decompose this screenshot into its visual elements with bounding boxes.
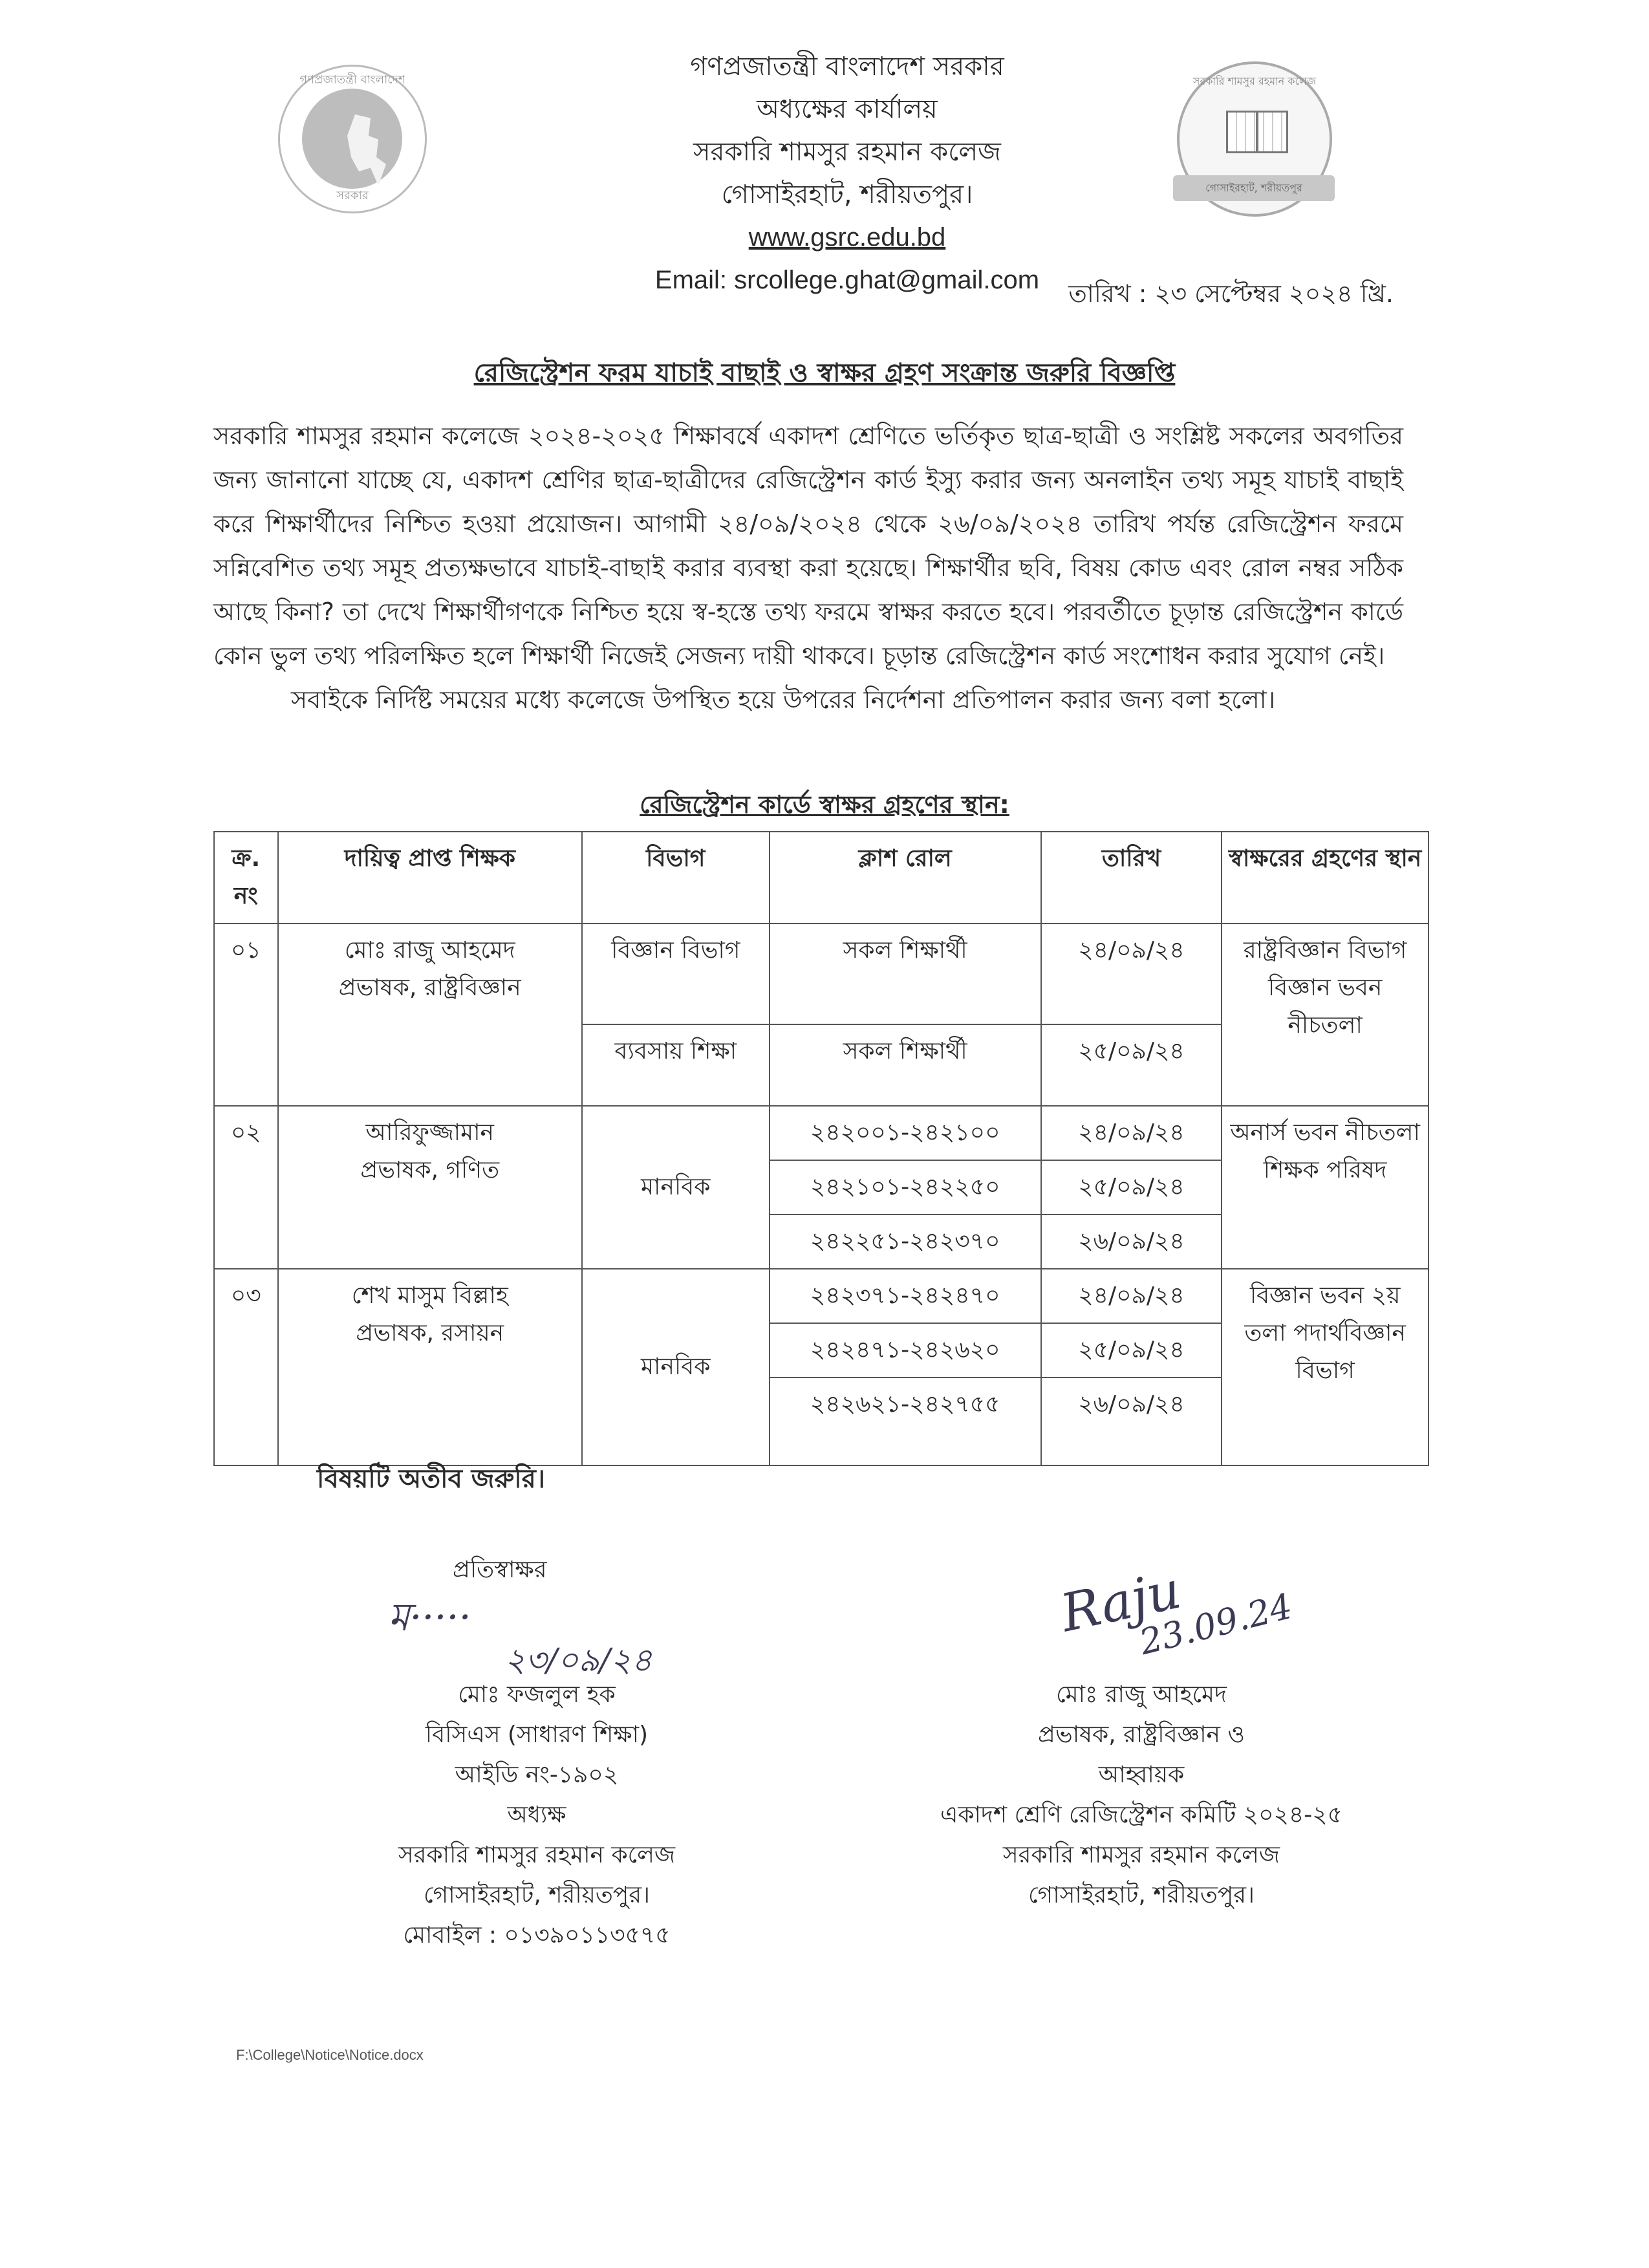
serial-cell: ০৩ bbox=[214, 1269, 278, 1465]
teacher-title: প্রভাষক, রাষ্ট্রবিজ্ঞান bbox=[338, 975, 521, 1001]
roll-cell: ২৪২১০১-২৪২২৫০ bbox=[770, 1160, 1041, 1215]
signatory-name: মোঃ রাজু আহমেদ bbox=[1056, 1681, 1227, 1708]
date-cell: ২৫/০৯/২৪ bbox=[1041, 1024, 1222, 1106]
department-cell: ব্যবসায় শিক্ষা bbox=[582, 1024, 770, 1106]
bangladesh-map-icon bbox=[347, 114, 386, 186]
principal-signature-date: ২৩/০৯/২৪ bbox=[504, 1641, 652, 1679]
website-link[interactable]: www.gsrc.edu.bd bbox=[748, 223, 946, 252]
signatory-committee: একাদশ শ্রেণি রেজিস্ট্রেশন কমিটি ২০২৪-২৫ bbox=[940, 1802, 1343, 1828]
office-name: অধ্যক্ষের কার্যালয় bbox=[757, 94, 938, 124]
teacher-cell bbox=[278, 923, 583, 1106]
seal-ring-text: গণপ্রজাতন্ত্রী বাংলাদেশ bbox=[299, 73, 405, 87]
date-cell: ২৬/০৯/২৪ bbox=[1041, 1215, 1222, 1269]
roll-cell: ২৪২৩৭১-২৪২৪৭০ bbox=[770, 1269, 1041, 1323]
signatory-designation: প্রভাষক, রাষ্ট্রবিজ্ঞান ও bbox=[1038, 1722, 1245, 1748]
seal-bottom-text: সরকার bbox=[336, 189, 369, 202]
teacher-cell bbox=[278, 1106, 583, 1269]
college-seal-ring-text: সরকারি শামসুর রহমান কলেজ bbox=[1192, 75, 1317, 87]
open-book-icon bbox=[1226, 111, 1288, 153]
email-address: Email: srcollege.ghat@gmail.com bbox=[654, 266, 1040, 294]
header-teacher: দায়িত্ব প্রাপ্ত শিক্ষক bbox=[278, 832, 583, 923]
government-name: গণপ্রজাতন্ত্রী বাংলাদেশ সরকার bbox=[690, 52, 1004, 81]
signatory-college: সরকারি শামসুর রহমান কলেজ bbox=[398, 1842, 676, 1868]
teacher-cell bbox=[278, 1269, 583, 1465]
roll-cell: ২৪২০০১-২৪২১০০ bbox=[770, 1106, 1041, 1160]
notice-body bbox=[213, 414, 1403, 722]
place-cell: অনার্স ভবন নীচতলা শিক্ষক পরিষদ bbox=[1222, 1106, 1428, 1269]
teacher-title: প্রভাষক, রসায়ন bbox=[356, 1320, 504, 1346]
department-cell: মানবিক bbox=[582, 1106, 770, 1269]
schedule-table bbox=[213, 831, 1429, 1466]
serial-cell: ০১ bbox=[214, 923, 278, 1106]
signatory-designation: অধ্যক্ষ bbox=[507, 1802, 566, 1828]
government-seal-icon bbox=[278, 65, 427, 213]
letterhead bbox=[466, 45, 1229, 301]
roll-cell: সকল শিক্ষার্থী bbox=[770, 1024, 1041, 1106]
header-place: স্বাক্ষরের গ্রহণের স্থান bbox=[1222, 832, 1428, 923]
teacher-title: প্রভাষক, গণিত bbox=[360, 1157, 500, 1183]
notice-date: তারিখ : ২৩ সেপ্টেম্বর ২০২৪ খ্রি. bbox=[1068, 279, 1394, 308]
date-cell: ২৪/০৯/২৪ bbox=[1041, 923, 1222, 1024]
teacher-name: আরিফুজ্জামান bbox=[365, 1119, 495, 1146]
roll-cell: ২৪২৬২১-২৪২৭৫৫ bbox=[770, 1377, 1041, 1465]
header-class-roll: ক্লাশ রোল bbox=[770, 832, 1041, 923]
table-header-row bbox=[214, 832, 1428, 923]
table-title bbox=[0, 786, 1649, 827]
header-department: বিভাগ bbox=[582, 832, 770, 923]
table-row bbox=[214, 1106, 1428, 1160]
department-cell: মানবিক bbox=[582, 1269, 770, 1465]
place-cell: বিজ্ঞান ভবন ২য় তলা পদার্থবিজ্ঞান বিভাগ bbox=[1222, 1269, 1428, 1465]
college-name: সরকারি শামসুর রহমান কলেজ bbox=[693, 137, 1001, 167]
date-cell: ২৬/০৯/২৪ bbox=[1041, 1377, 1222, 1465]
table-title-text: রেজিস্ট্রেশন কার্ডে স্বাক্ষর গ্রহণের স্থান: bbox=[640, 790, 1009, 819]
signatory-id: আইডি নং-১৯০২ bbox=[455, 1762, 619, 1788]
date-cell: ২৪/০৯/২৪ bbox=[1041, 1269, 1222, 1323]
place-cell: রাষ্ট্রবিজ্ঞান বিভাগ বিজ্ঞান ভবন নীচতলা bbox=[1222, 923, 1428, 1106]
signatory-role: আহ্বায়ক bbox=[1098, 1762, 1185, 1788]
signatory-college: সরকারি শামসুর রহমান কলেজ bbox=[1002, 1842, 1280, 1868]
signatory-cadre: বিসিএস (সাধারণ শিক্ষা) bbox=[425, 1722, 649, 1748]
header-date: তারিখ bbox=[1041, 832, 1222, 923]
date-cell: ২৫/০৯/২৪ bbox=[1041, 1160, 1222, 1215]
convener-signature: Raju bbox=[1055, 1559, 1186, 1644]
table-row bbox=[214, 923, 1428, 1024]
body-paragraph-1: সরকারি শামসুর রহমান কলেজে ২০২৪-২০২৫ শিক্ষাবর্ষে একাদশ শ্রেণিতে ভর্তিকৃত ছাত্র-ছাত্রী ও সংশ্লিষ্ট সকলের অবগতির জন্য জানানো যাচ্ছে যে, একাদশ শ্রেণির ছাত্র-ছাত্রীদের রেজিস্ট্রেশন কার্ড ইস্যু করার জন্য অনলাইন তথ্য সমূহ যাচাই বাছাই করে শিক্ষার্থীদের নিশ্চিত হওয়া প্রয়োজন। আগামী ২৪/০৯/২০২৪ থেকে ২৬/০৯/২০২৪ তারিখ পর্যন্ত রেজিস্ট্রেশন ফরমে সন্নিবেশিত তথ্য সমূহ প্রত্যক্ষভাবে যাচাই-বাছাই করার ব্যবস্থা করা হয়েছে। শিক্ষার্থীর ছবি, বিষয় কোড এবং রোল নম্বর সঠিক আছে কিনা? তা দেখে শিক্ষার্থীগণকে নিশ্চিত হয়ে স্ব-হস্তে তথ্য ফরমে স্বাক্ষর করতে হবে। পরবর্তীতে চূড়ান্ত রেজিস্ট্রেশন কার্ডে কোন ভুল তথ্য পরিলক্ষিত হলে শিক্ষার্থী নিজেই সেজন্য দায়ী থাকবে। চূড়ান্ত রেজিস্ট্রেশন কার্ড সংশোধন করার সুযোগ নেই। bbox=[213, 422, 1403, 670]
body-paragraph-2: সবাইকে নির্দিষ্ট সময়ের মধ্যে কলেজে উপস্থিত হয়ে উপরের নির্দেশনা প্রতিপালন করার জন্য বলা হলো। bbox=[291, 686, 1276, 714]
principal-signature-block bbox=[310, 1675, 763, 1956]
department-cell: বিজ্ঞান বিভাগ bbox=[582, 923, 770, 1024]
signatory-mobile: মোবাইল : ০১৩৯০১১৩৫৭৫ bbox=[403, 1922, 671, 1949]
convener-signature-block bbox=[841, 1675, 1442, 1916]
notice-title-text: রেজিস্ট্রেশন ফরম যাচাই বাছাই ও স্বাক্ষর গ্রহণ সংক্রান্ত জরুরি বিজ্ঞপ্তি bbox=[473, 358, 1176, 388]
table-row bbox=[214, 1269, 1428, 1323]
date-cell: ২৫/০৯/২৪ bbox=[1041, 1323, 1222, 1377]
college-seal-ribbon: গোসাইরহাট, শরীয়তপুর bbox=[1173, 175, 1335, 201]
date-cell: ২৪/০৯/২৪ bbox=[1041, 1106, 1222, 1160]
teacher-name: মোঃ রাজু আহমেদ bbox=[344, 937, 515, 964]
seal-inner-circle bbox=[302, 89, 402, 189]
roll-cell: সকল শিক্ষার্থী bbox=[770, 923, 1041, 1024]
serial-cell: ০২ bbox=[214, 1106, 278, 1269]
principal-signature: ম····· bbox=[388, 1595, 471, 1640]
teacher-name: শেখ মাসুম বিল্লাহ bbox=[351, 1282, 508, 1309]
convener-signature-date: 23.09.24 bbox=[1135, 1585, 1297, 1663]
signatory-name: মোঃ ফজলুল হক bbox=[458, 1681, 616, 1708]
urgent-note: বিষয়টি অতীব জরুরি। bbox=[317, 1464, 546, 1494]
signatory-address: গোসাইরহাট, শরীয়তপুর। bbox=[424, 1882, 650, 1908]
countersign-label: প্রতিস্বাক্ষর bbox=[453, 1557, 547, 1583]
roll-cell: ২৪২২৫১-২৪২৩৭০ bbox=[770, 1215, 1041, 1269]
signatory-address: গোসাইরহাট, শরীয়তপুর। bbox=[1028, 1882, 1255, 1908]
roll-cell: ২৪২৪৭১-২৪২৬২০ bbox=[770, 1323, 1041, 1377]
college-address: গোসাইরহাট, শরীয়তপুর। bbox=[721, 180, 973, 210]
file-path-footer: F:\College\Notice\Notice.docx bbox=[236, 2047, 424, 2063]
notice-title bbox=[0, 352, 1649, 396]
header-serial: ক্র. নং bbox=[214, 832, 278, 923]
